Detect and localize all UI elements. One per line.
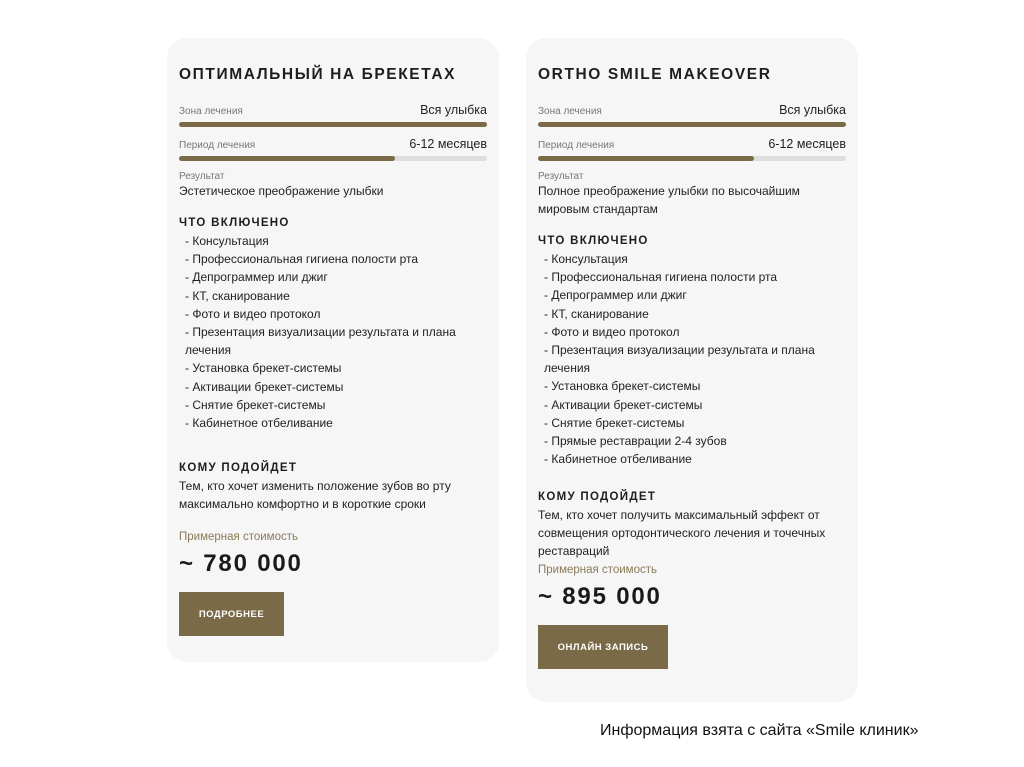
zone-label: Зона лечения (538, 106, 602, 117)
result-label: Результат (179, 171, 225, 182)
list-item: - Прямые реставрации 2-4 зубов (544, 434, 727, 449)
price-block (179, 529, 487, 579)
list-item: - Фото и видео протокол (185, 306, 321, 321)
online-booking-button[interactable]: ОНЛАЙН ЗАПИСЬ (538, 625, 668, 669)
zone-track (179, 122, 487, 127)
card-title: ORTHO SMILE MAKEOVER (538, 66, 772, 83)
list-item: - Профессиональная гигиена полости рта (185, 252, 419, 267)
list-item: - КТ, сканирование (544, 306, 649, 321)
who-title: КОМУ ПОДОЙДЕТ (538, 491, 657, 504)
source-note: Информация взята с сайта «Smile клиник» (600, 722, 919, 739)
zone-value: Вся улыбка (779, 103, 846, 117)
who-text: Тем, кто хочет изменить положение зубов во рту максимально комфортно и в короткие сроки (179, 479, 451, 512)
period-track (179, 156, 487, 161)
result-text: Эстетическое преображение улыбки (179, 184, 384, 198)
list-item: - Консультация (544, 252, 628, 266)
price-block (538, 562, 846, 612)
list-item: - Профессиональная гигиена полости рта (544, 270, 778, 285)
result-label: Результат (538, 171, 584, 182)
zone-meter (538, 103, 846, 127)
period-fill (538, 156, 754, 161)
included-title: ЧТО ВКЛЮЧЕНО (179, 217, 290, 229)
period-value: 6-12 месяцев (409, 137, 487, 151)
price-label: Примерная стоимость (538, 564, 657, 577)
zone-fill (179, 122, 487, 127)
pricing-card-ortho-smile (526, 38, 858, 702)
price-value: ~ 895 000 (538, 583, 662, 611)
pricing-card-optimal (167, 38, 499, 662)
list-item: - Презентация визуализации результата и плана лечения (185, 325, 456, 358)
price-label: Примерная стоимость (179, 531, 298, 544)
card-title: ОПТИМАЛЬНЫЙ НА БРЕКЕТАХ (179, 66, 457, 83)
included-title: ЧТО ВКЛЮЧЕНО (538, 235, 649, 247)
list-item: - Депрограммер или джиг (544, 288, 687, 303)
list-item: - Снятие брекет-системы (185, 397, 326, 412)
list-item: - Активации брекет-системы (185, 379, 344, 394)
period-fill (179, 156, 395, 161)
list-item: - Консультация (185, 234, 269, 248)
list-item: - Депрограммер или джиг (185, 270, 328, 285)
included-list (179, 232, 487, 432)
who-title: КОМУ ПОДОЙДЕТ (179, 462, 298, 475)
period-meter (538, 137, 846, 161)
list-item: - КТ, сканирование (185, 288, 290, 303)
details-button[interactable]: ПОДРОБНЕЕ (179, 592, 284, 636)
period-value: 6-12 месяцев (768, 137, 846, 151)
zone-fill (538, 122, 846, 127)
list-item: - Кабинетное отбеливание (544, 452, 692, 467)
zone-track (538, 122, 846, 127)
zone-value: Вся улыбка (420, 103, 487, 117)
zone-label: Зона лечения (179, 106, 243, 117)
result-text: Полное преображение улыбки по высочайшим мировым стандартам (538, 184, 800, 216)
period-label: Период лечения (538, 140, 615, 151)
period-meter (179, 137, 487, 161)
list-item: - Установка брекет-системы (185, 361, 342, 376)
list-item: - Активации брекет-системы (544, 397, 703, 412)
zone-meter (179, 103, 487, 127)
list-item: - Снятие брекет-системы (544, 415, 685, 430)
list-item: - Презентация визуализации результата и плана лечения (544, 343, 815, 376)
list-item: - Кабинетное отбеливание (185, 416, 333, 431)
period-label: Период лечения (179, 140, 256, 151)
included-list (538, 250, 846, 468)
who-text: Тем, кто хочет получить максимальный эффект от совмещения ортодонтического лечения и точечных реставраций (538, 508, 826, 559)
list-item: - Установка брекет-системы (544, 379, 701, 394)
period-track (538, 156, 846, 161)
list-item: - Фото и видео протокол (544, 324, 680, 339)
price-value: ~ 780 000 (179, 550, 303, 578)
